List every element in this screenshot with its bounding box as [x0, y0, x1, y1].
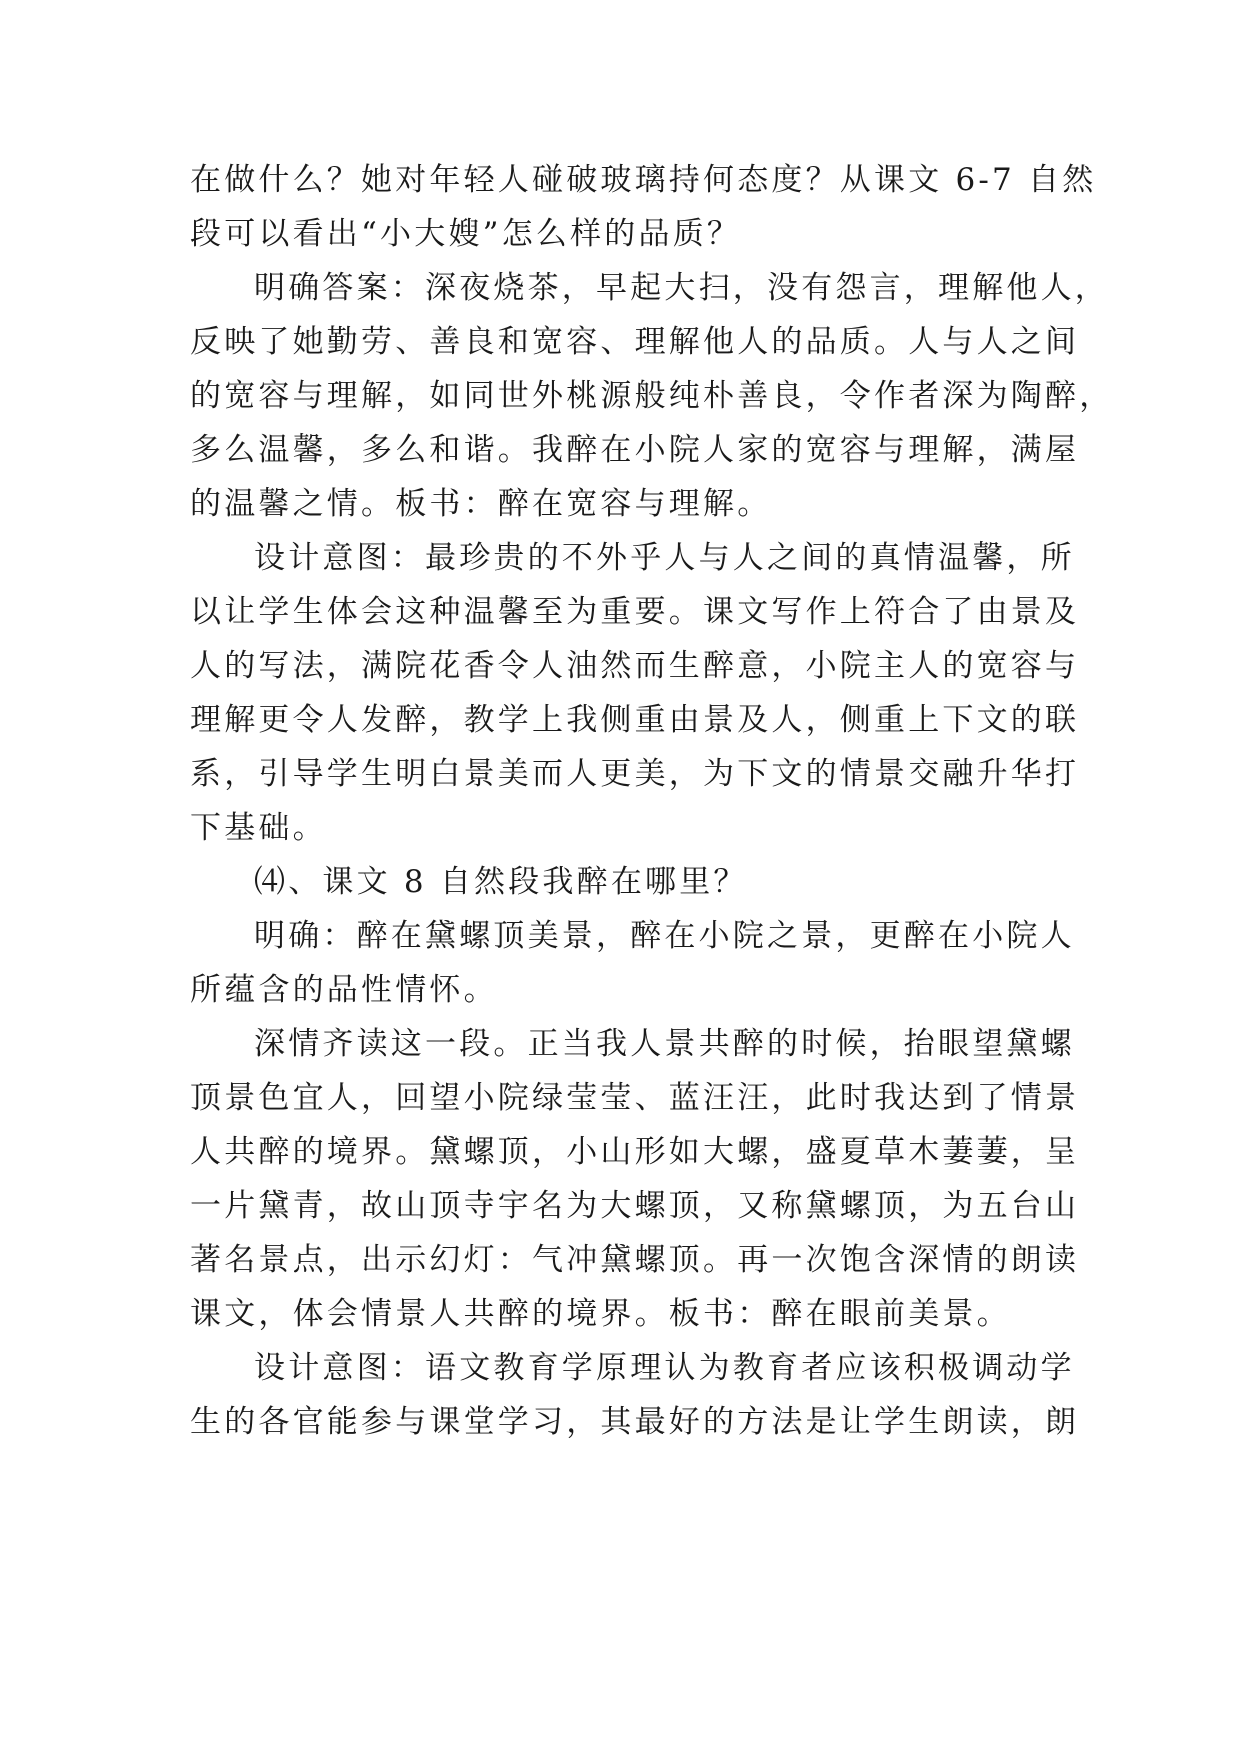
text-line: 生的各官能参与课堂学习，其最好的方法是让学生朗读，朗 — [190, 1404, 1080, 1440]
text-line: 人的写法，满院花香令人油然而生醉意，小院主人的宽容与 — [190, 648, 1080, 684]
text-line: 在做什么？她对年轻人碰破玻璃持何态度？从课文 6-7 自然 — [190, 162, 1097, 198]
text-line: 以让学生体会这种温馨至为重要。课文写作上符合了由景及 — [190, 594, 1080, 630]
text-line: 课文，体会情景人共醉的境界。板书：醉在眼前美景。 — [190, 1296, 1011, 1332]
text-line: 人共醉的境界。黛螺顶，小山形如大螺，盛夏草木萋萋，呈 — [190, 1134, 1080, 1170]
text-line: 的温馨之情。板书：醉在宽容与理解。 — [190, 486, 772, 522]
text-line: 下基础。 — [190, 810, 327, 846]
text-line: 明确：醉在黛螺顶美景，醉在小院之景，更醉在小院人 — [254, 918, 1075, 954]
text-line: 明确答案：深夜烧茶，早起大扫，没有怨言，理解他人， — [254, 270, 1109, 306]
text-line: 的宽容与理解，如同世外桃源般纯朴善良，令作者深为陶醉， — [190, 378, 1114, 414]
text-line: 理解更令人发醉，教学上我侧重由景及人，侧重上下文的联 — [190, 702, 1080, 738]
text-line: ⑷、课文 8 自然段我醉在哪里？ — [254, 864, 748, 900]
text-line: 深情齐读这一段。正当我人景共醉的时候，抬眼望黛螺 — [254, 1026, 1075, 1062]
text-line: 一片黛青，故山顶寺宇名为大螺顶，又称黛螺顶，为五台山 — [190, 1188, 1080, 1224]
text-line: 设计意图：语文教育学原理认为教育者应该积极调动学 — [254, 1350, 1075, 1386]
text-line: 反映了她勤劳、善良和宽容、理解他人的品质。人与人之间 — [190, 324, 1080, 360]
text-line: 设计意图：最珍贵的不外乎人与人之间的真情温馨，所 — [254, 540, 1075, 576]
text-line: 顶景色宜人，回望小院绿莹莹、蓝汪汪，此时我达到了情景 — [190, 1080, 1080, 1116]
text-line: 系，引导学生明白景美而人更美，为下文的情景交融升华打 — [190, 756, 1080, 792]
text-line: 著名景点，出示幻灯：气冲黛螺顶。再一次饱含深情的朗读 — [190, 1242, 1080, 1278]
text-line: 多么温馨，多么和谐。我醉在小院人家的宽容与理解，满屋 — [190, 432, 1080, 468]
text-line: 段可以看出“小大嫂”怎么样的品质？ — [190, 216, 742, 252]
text-line: 所蕴含的品性情怀。 — [190, 972, 498, 1008]
